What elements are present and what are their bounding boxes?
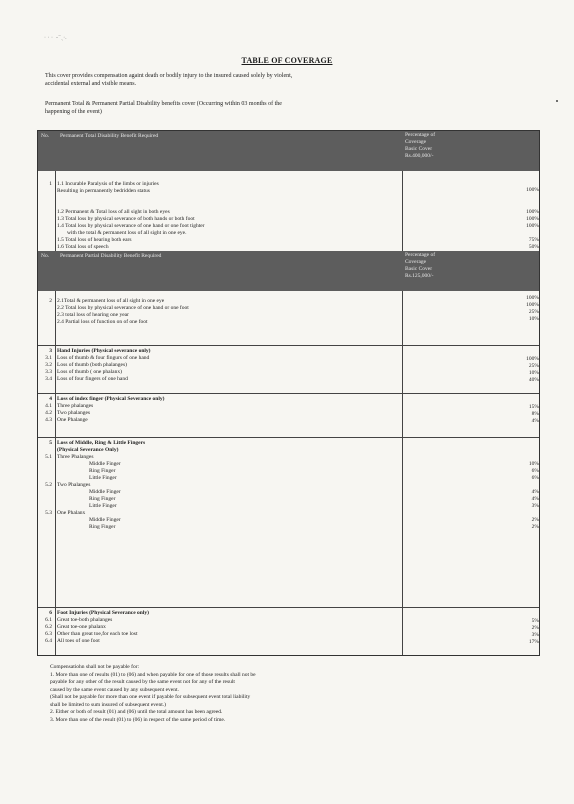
row-percent: 100%: [526, 209, 539, 215]
row-text-line: Little Finger: [89, 475, 117, 481]
header-coverage-line: Rs.400,000/-: [405, 153, 434, 159]
row-percent-group: [529, 461, 539, 531]
row-text-line: One Phalanx: [57, 510, 86, 516]
row-text-line: Ring Finger: [89, 524, 116, 530]
row-divider: [38, 437, 539, 438]
note-line: Compensatiohn shall not be payable for:: [50, 664, 140, 670]
scan-dot: [556, 100, 558, 102]
row-percent: 5%: [531, 618, 539, 624]
row-text-line: Middle Finger: [89, 461, 121, 467]
row-number: 2: [49, 298, 52, 304]
header-coverage-line: Percentage of: [405, 132, 436, 138]
row-percent: 2%: [531, 524, 539, 530]
row-number: 6.1: [45, 617, 52, 623]
intro-line: accidental external and visible means.: [45, 81, 137, 87]
row-number-group: [38, 610, 52, 645]
row-number: 5: [49, 440, 52, 446]
note-line: 3. More than one of the result (01) to (06) in respect of the same period of time.: [50, 716, 226, 723]
row-percent: 100%: [526, 216, 539, 222]
row-text-line: Resulting in permanently bedridden status: [57, 188, 150, 194]
row-number: 3.1: [45, 355, 52, 361]
row-text: [57, 209, 205, 251]
header-no: No.: [41, 133, 50, 139]
header-coverage-line: Coverage: [405, 139, 427, 145]
row-number: 6.2: [45, 624, 52, 630]
row-text-line: 2.2 Total loss by physical severance of one hand or one foot: [57, 305, 189, 311]
row-number: 5.2: [45, 482, 52, 488]
row-percent: 3%: [531, 503, 539, 509]
row-divider: [38, 607, 539, 608]
row-percent: 100%: [526, 302, 539, 308]
row-number: 5.3: [45, 510, 52, 516]
row-percent: 100%: [526, 356, 539, 362]
row-text-line: 1.1 Incurable Paralysis of the limbs or injuries: [57, 181, 159, 187]
row-number: 3.3: [45, 369, 52, 375]
row-number: 4: [49, 396, 52, 402]
scan-smudge: · · · -⁻ˏ·.: [44, 35, 67, 41]
row-text-line: Great toe-one phalanx: [57, 624, 106, 630]
row-number: 1: [49, 181, 52, 187]
row-number: 3.4: [45, 376, 52, 382]
row-number: 4.1: [45, 403, 52, 409]
row-text-line: Two phalanges: [57, 410, 91, 416]
ptd-line: happening of the event): [45, 109, 102, 115]
row-percent: 2%: [531, 517, 539, 523]
note-line: 2. Either or both of result (01) and (06) until the total amount has been agreed.: [50, 709, 223, 715]
row-percent-group: [526, 295, 539, 323]
row-text-line: All toes of one foot: [57, 638, 100, 644]
note-line: 1. More than one of results (01) to (06) and when payable for one of those results shall not be: [50, 671, 256, 678]
note-line: (Shall not be payable for more than one event if payable for subsequent event total liability: [50, 694, 251, 700]
row-number-group: [38, 396, 52, 424]
intro-text: [45, 72, 365, 88]
row-number: 5.1: [45, 454, 52, 460]
row-text-line: Great toe-both phalanges: [57, 617, 113, 623]
row-text-line: 1.2 Permanent & Total loss of all sight in both eyes: [57, 209, 170, 215]
row-number: 4.2: [45, 410, 52, 416]
header-coverage-line: Basic Cover: [405, 146, 433, 152]
row-percent: 15%: [528, 404, 539, 410]
ptd-line: Permanent Total & Permanent Partial Disability benefits cover (Occurring within 03 months of the: [45, 101, 282, 107]
section-heading: Foot Injuries (Physical Severance only): [57, 610, 149, 616]
row-text-line: with the total & permanent loss of all sight in one eye.: [67, 230, 187, 236]
row-number: 6.4: [45, 638, 52, 644]
row-text-line: Ring Finger: [89, 468, 116, 474]
row-divider: [38, 393, 539, 394]
intro-line: This cover provides compensation againt death or bodily injury to the insured caused solely by violent,: [45, 73, 293, 79]
row-text-line: Loss of thumb & four fingurs of one hand: [57, 355, 150, 361]
note-line: payable for any other of the result caused by the same event not for any of the result: [50, 679, 235, 685]
row-percent: 75%: [528, 237, 539, 243]
row-percent: 4%: [531, 489, 539, 495]
row-text-line: Ring Finger: [89, 496, 116, 502]
row-percent: 8%: [531, 411, 539, 417]
row-text-line: 1.3 Total loss by physical severance of both hands or both foot: [57, 216, 195, 222]
row-percent-group: [529, 404, 539, 425]
row-percent: 100%: [526, 295, 539, 301]
coverage-table: [37, 130, 540, 656]
row-number: 6: [49, 610, 52, 616]
table-header-ppd: [38, 251, 539, 291]
row-percent: 10%: [528, 461, 539, 467]
header-title: Permanent Total Disability Benefit Required: [60, 133, 159, 139]
row-percent: 10%: [528, 316, 539, 322]
row-percent: 17%: [528, 639, 539, 645]
row-percent: 4%: [531, 496, 539, 502]
row-text-line: 2.1Total & permanent loss of all sight in one eye: [57, 298, 165, 304]
row-text-line: Loss of four fingers of one hand: [57, 376, 128, 382]
table-header-ptd: [38, 131, 539, 171]
row-text-line: 1.5 Total loss of hearing both ears: [57, 237, 132, 243]
row-number: 4.3: [45, 417, 52, 423]
row-text: [57, 396, 164, 424]
row-divider: [38, 345, 539, 346]
header-coverage: [405, 252, 475, 280]
exclusions-note: [50, 664, 350, 724]
row-number: 6.3: [45, 631, 52, 637]
row-text-line: Little Finger: [89, 503, 117, 509]
row-text-line: 2.3 total loss of hearing one year: [57, 312, 129, 318]
row-text-line: One Phalange: [57, 417, 88, 423]
row-percent: 25%: [528, 309, 539, 315]
row-percent: 40%: [528, 377, 539, 383]
row-percent: 6%: [531, 475, 539, 481]
header-title: Permanent Partial Disability Benefit Required: [60, 253, 162, 259]
ptd-text: [45, 100, 365, 116]
row-text-line: Three Phalanges: [57, 454, 94, 460]
row-text-line: 2.4 Partial loss of function on of one foot: [57, 319, 148, 325]
row-text: [57, 348, 151, 383]
row-text: [57, 181, 159, 195]
row-text-line: Loss of thumb ( one phalanx): [57, 369, 122, 375]
row-percent-group: [529, 618, 539, 646]
row-text-line: Loss of thumb (both phalanges): [57, 362, 127, 368]
row-percent: 2%: [531, 625, 539, 631]
header-coverage-line: Percentage of: [405, 252, 436, 258]
row-text-line: Three phalanges: [57, 403, 94, 409]
section-heading: Hand Injuries (Physical severance only): [57, 348, 151, 354]
header-coverage-line: Basic Cover: [405, 266, 433, 272]
row-percent-group: [526, 356, 539, 384]
row-percent: 6%: [531, 468, 539, 474]
row-text: [57, 440, 145, 531]
row-number-group: [38, 348, 52, 383]
row-number: 3: [49, 348, 52, 354]
row-text-line: Two Phalanges: [57, 482, 91, 488]
row-text-line: Other than great toe,for each toe lost: [57, 631, 138, 637]
header-coverage: [405, 132, 475, 160]
note-line: shall be limited to sum insured of subsequent event.): [50, 701, 166, 708]
page-title: TABLE OF COVERAGE: [241, 56, 333, 65]
row-percent: 25%: [528, 363, 539, 369]
row-number: 3.2: [45, 362, 52, 368]
row-percent: 100%: [526, 187, 539, 193]
section-heading: Loss of Middle, Ring & Little Fingers: [57, 440, 146, 446]
row-text-line: 1.4 Total loss by physical severance of one hand or one foot tighter: [57, 223, 205, 229]
header-coverage-line: Rs.125,000/-: [405, 273, 434, 279]
row-percent-group: [526, 209, 539, 251]
row-percent: 50%: [528, 244, 539, 250]
row-percent: 3%: [531, 632, 539, 638]
row-text-line: 1.6 Total loss of speech: [57, 244, 109, 250]
row-text: [57, 610, 149, 645]
row-percent: 10%: [528, 370, 539, 376]
section-heading: Loss of index finger (Physical Severance only): [57, 396, 165, 402]
row-text-line: Middle Finger: [89, 489, 121, 495]
header-coverage-line: Coverage: [405, 259, 427, 265]
row-text-line: Middle Finger: [89, 517, 121, 523]
row-percent: 100%: [526, 223, 539, 229]
header-no: No.: [41, 253, 50, 259]
section-subheading: (Physical Severance Only): [57, 447, 119, 453]
row-percent: 4%: [531, 418, 539, 424]
note-line: caused by the same event caused by any subsequent event.: [50, 686, 179, 693]
row-text: [57, 298, 189, 326]
row-number-group: [38, 440, 52, 517]
